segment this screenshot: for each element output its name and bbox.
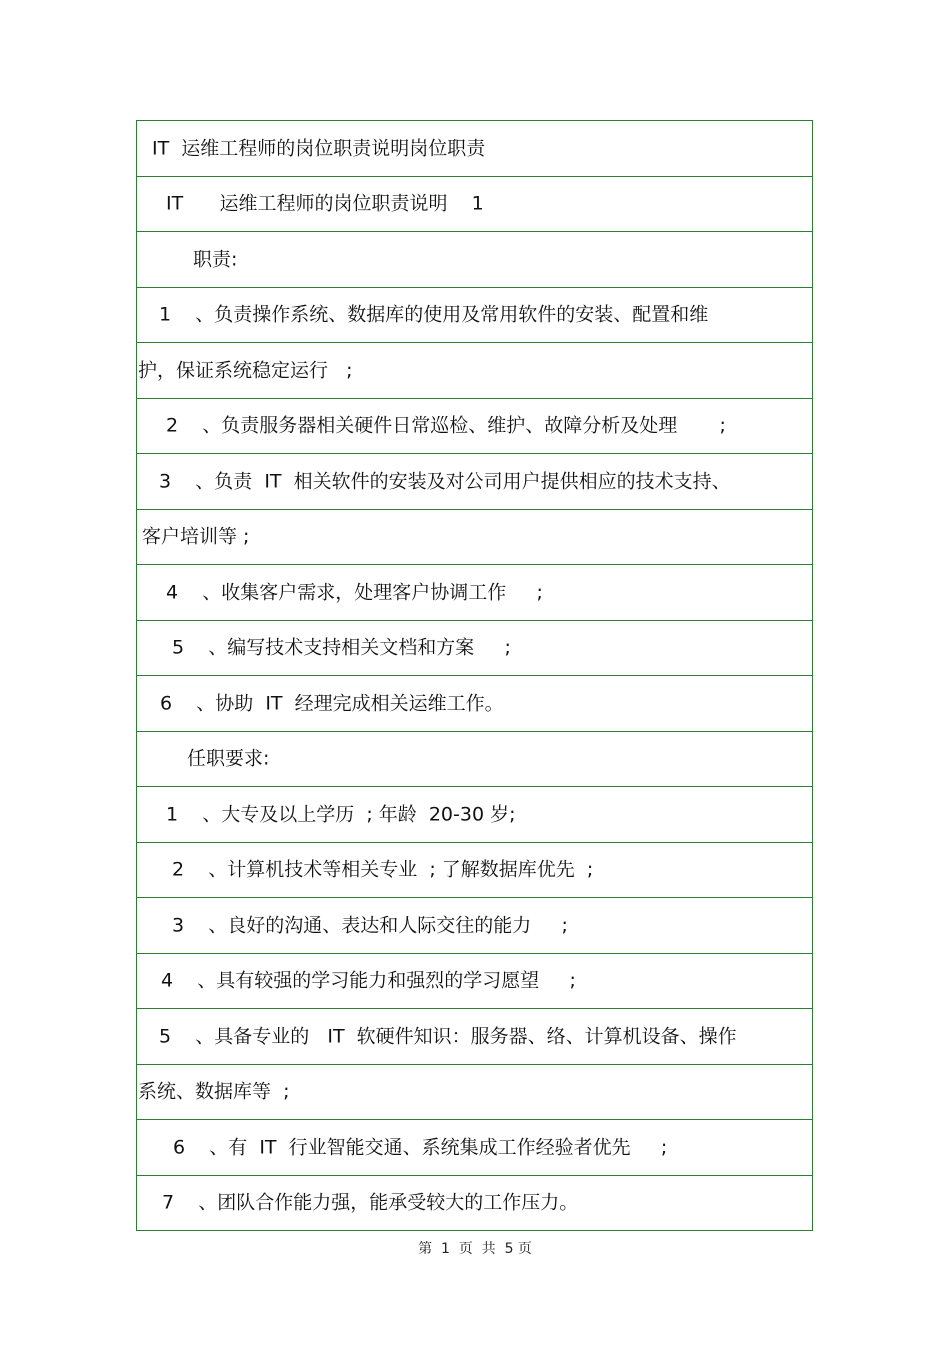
- duties-heading: 职责:: [193, 248, 238, 270]
- table-row: [137, 454, 812, 510]
- requirement-item-5: 5 、具备专业的 IT 软硬件知识：服务器、络、计算机设备、操作: [159, 1025, 737, 1047]
- duty-item-2: 2 、负责服务器相关硬件日常巡检、维护、故障分析及处理 ;: [166, 414, 726, 437]
- table-row: [137, 954, 812, 1009]
- duty-item-1-cont: 护，保证系统稳定运行 ;: [138, 359, 353, 381]
- duty-item-4: 4 、收集客户需求，处理客户协调工作 ;: [166, 581, 543, 603]
- table-row: [137, 1009, 812, 1065]
- table-row: [137, 787, 812, 843]
- table-row: [137, 288, 812, 343]
- table-row: [137, 1120, 812, 1176]
- section-heading: IT 运维工程师的岗位职责说明 1: [166, 192, 484, 215]
- requirements-heading: 任职要求:: [187, 747, 270, 770]
- table-row: [137, 676, 812, 732]
- requirement-item-3: 3 、良好的沟通、表达和人际交往的能力 ;: [172, 914, 568, 936]
- table-row: [137, 1176, 812, 1230]
- requirement-item-2: 2 、计算机技术等相关专业 ; 了解数据库优先 ;: [172, 858, 594, 881]
- requirement-item-7: 7 、团队合作能力强，能承受较大的工作压力。: [162, 1191, 579, 1214]
- requirement-item-4: 4 、具有较强的学习能力和强烈的学习愿望 ;: [161, 969, 576, 992]
- table-row: [137, 565, 812, 621]
- requirement-item-6: 6 、有 IT 行业智能交通、系统集成工作经验者优先 ;: [173, 1136, 668, 1158]
- table-row: [137, 510, 812, 565]
- requirement-item-5-cont: 系统、数据库等 ;: [138, 1080, 290, 1103]
- duty-item-1: 1 、负责操作系统、数据库的使用及常用软件的安装、配置和维: [159, 303, 709, 326]
- table-row: [137, 399, 812, 454]
- table-row: [137, 843, 812, 898]
- table-row: [137, 232, 812, 288]
- table-row: [137, 343, 812, 399]
- content-table: [136, 120, 813, 1231]
- requirement-item-1: 1 、大专及以上学历 ; 年龄 20-30 岁;: [166, 803, 516, 825]
- table-row-title: [137, 121, 812, 177]
- duty-item-6: 6 、协助 IT 经理完成相关运维工作。: [160, 692, 504, 714]
- duty-item-3: 3 、负责 IT 相关软件的安装及对公司用户提供相应的技术支持、: [159, 470, 731, 492]
- duty-item-3-cont: 客户培训等 ;: [142, 525, 250, 548]
- table-row: [137, 621, 812, 676]
- duty-item-5: 5 、编写技术支持相关文档和方案 ;: [172, 636, 511, 659]
- page-number-footer: 第 1 页 共 5 页: [418, 1241, 532, 1257]
- table-row: [137, 1065, 812, 1120]
- table-row: [137, 177, 812, 232]
- table-row: [137, 732, 812, 787]
- table-row: [137, 898, 812, 954]
- document-title: IT 运维工程师的岗位职责说明岗位职责: [152, 137, 486, 159]
